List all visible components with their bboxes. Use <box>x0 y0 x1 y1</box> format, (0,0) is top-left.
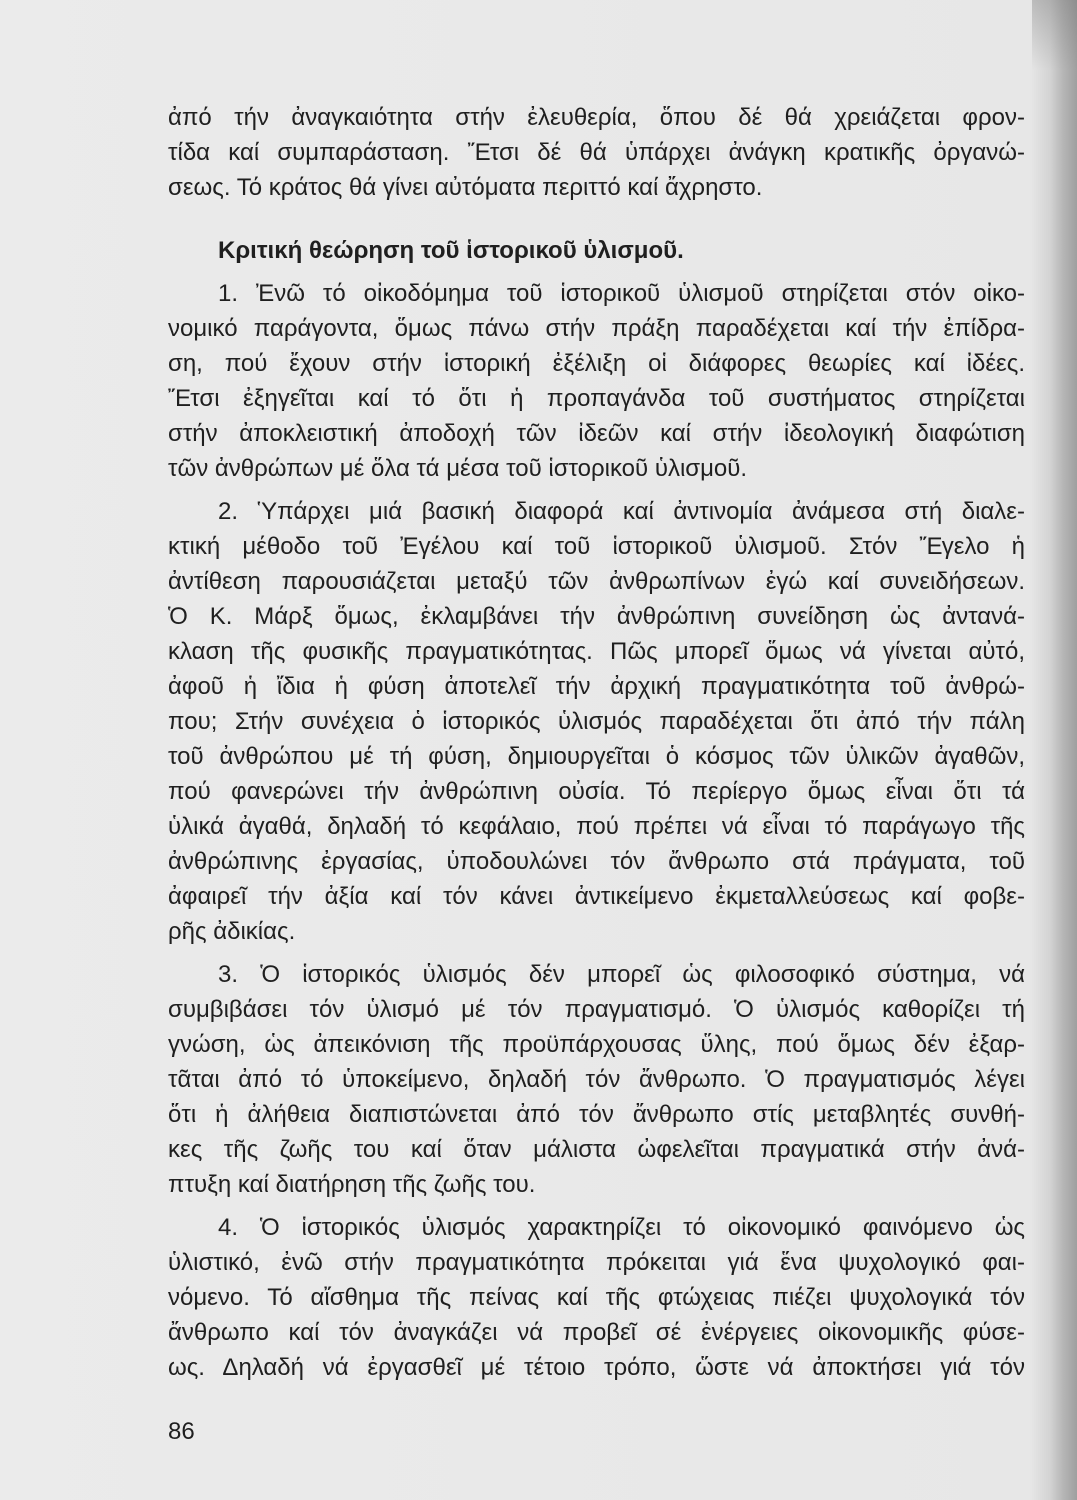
continued-paragraph <box>168 100 1025 205</box>
text-line: ἀπό τήν ἀναγκαιότητα στήν ἐλευθερία, ὅπου δέ θά χρειάζεται φρον- <box>168 104 1025 131</box>
text-line: 3. Ὁ ἱστορικός ὑλισμός δέν μπορεῖ ὡς φιλοσοφικό σύστημα, νά <box>218 961 1025 988</box>
text-line: τῶν ἀνθρώπων μέ ὅλα τά μέσα τοῦ ἱστορικοῦ ὑλισμοῦ. <box>168 455 748 482</box>
text-line: γνώση, ὡς ἀπεικόνιση τῆς προϋπάρχουσας ὕλης, πού ὅμως δέν ἐξαρ- <box>168 1031 1025 1058</box>
text-line: κες τῆς ζωῆς του καί ὅταν μάλιστα ὠφελεῖται πραγματικά στήν ἀνά- <box>168 1136 1025 1163</box>
text-line: 1. Ἐνῶ τό οἰκοδόμημα τοῦ ἱστορικοῦ ὑλισμοῦ στηρίζεται στόν οἰκο- <box>218 280 1025 307</box>
text-line: ἀντίθεση παρουσιάζεται μεταξύ τῶν ἀνθρωπίνων ἐγώ καί συνειδήσεων. <box>168 568 1025 595</box>
text-line: ως. Δηλαδή νά ἐργασθεῖ μέ τέτοιο τρόπο, ὥστε νά ἀποκτήσει γιά τόν <box>168 1354 1025 1381</box>
text-line: ρῆς ἀδικίας. <box>168 918 296 945</box>
text-line: συμβιβάσει τόν ὑλισμό μέ τόν πραγματισμό. Ὁ ὑλισμός καθορίζει τή <box>168 996 1025 1023</box>
text-line: ὑλικά ἀγαθά, δηλαδή τό κεφάλαιο, πού πρέπει νά εἶναι τό παράγωγο τῆς <box>168 813 1025 840</box>
text-line: πού φανερώνει τήν ἀνθρώπινη οὐσία. Τό περίεργο ὅμως εἶναι ὅτι τά <box>168 778 1025 805</box>
page-body <box>168 100 1025 1385</box>
text-line: κλαση τῆς φυσικῆς πραγματικότητας. Πῶς μπορεῖ ὅμως νά γίνεται αὐτό, <box>168 638 1025 665</box>
page-edge-shadow <box>1032 0 1077 70</box>
text-line: νομικό παράγοντα, ὅμως πάνω στήν πράξη παραδέχεται καί τήν ἐπίδρα- <box>168 315 1025 342</box>
paragraph-4 <box>168 1210 1025 1385</box>
text-line: ἀφαιρεῖ τήν ἀξία καί τόν κάνει ἀντικείμενο ἐκμεταλλεύσεως καί φοβε- <box>168 883 1025 910</box>
text-line: Ἔτσι ἐξηγεῖται καί τό ὅτι ἡ προπαγάνδα τοῦ συστήματος στηρίζεται <box>168 385 1025 412</box>
text-line: που; Στήν συνέχεια ὁ ἱστορικός ὑλισμός παραδέχεται ὅτι ἀπό τήν πάλη <box>168 708 1025 735</box>
text-line: ὑλιστικό, ἐνῶ στήν πραγματικότητα πρόκειται γιά ἕνα ψυχολογικό φαι- <box>168 1249 1025 1276</box>
text-line: ἀφοῦ ἡ ἴδια ἡ φύση ἀποτελεῖ τήν ἀρχική πραγματικότητα τοῦ ἀνθρώ- <box>168 673 1025 700</box>
text-line: σεως. Τό κράτος θά γίνει αὐτόματα περιττό καί ἄχρηστο. <box>168 174 763 201</box>
text-line: ση, πού ἔχουν στήν ἱστορική ἐξέλιξη οἱ διάφορες θεωρίες καί ἰδέες. <box>168 350 1025 377</box>
text-line: τίδα καί συμπαράσταση. Ἔτσι δέ θά ὑπάρχει ἀνάγκη κρατικῆς ὀργανώ- <box>168 139 1025 166</box>
text-line: τᾶται ἀπό τό ὑποκείμενο, δηλαδή τόν ἄνθρωπο. Ὁ πραγματισμός λέγει <box>168 1066 1025 1093</box>
text-line: ἀνθρώπινης ἐργασίας, ὑποδουλώνει τόν ἄνθρωπο στά πράγματα, τοῦ <box>168 848 1025 875</box>
page-number: 86 <box>168 1418 195 1445</box>
paragraph-2 <box>168 494 1025 949</box>
text-line: ἄνθρωπο καί τόν ἀναγκάζει νά προβεῖ σέ ἐνέργειες οἰκονομικῆς φύσε- <box>168 1319 1025 1346</box>
text-line: 4. Ὁ ἱστορικός ὑλισμός χαρακτηρίζει τό οἰκονομικό φαινόμενο ὡς <box>218 1214 1025 1241</box>
text-line: τοῦ ἀνθρώπου μέ τή φύση, δημιουργεῖται ὁ κόσμος τῶν ὑλικῶν ἀγαθῶν, <box>168 743 1025 770</box>
paragraph-3 <box>168 957 1025 1202</box>
text-line: Ὁ Κ. Μάρξ ὅμως, ἐκλαμβάνει τήν ἀνθρώπινη συνείδηση ὡς ἀντανά- <box>168 603 1025 630</box>
text-line: 2. Ὑπάρχει μιά βασική διαφορά καί ἀντινομία ἀνάμεσα στή διαλε- <box>218 498 1025 525</box>
text-line: νόμενο. Τό αἴσθημα τῆς πείνας καί τῆς φτώχειας πιέζει ψυχολογικά τόν <box>168 1284 1025 1311</box>
text-line: πτυξη καί διατήρηση τῆς ζωῆς του. <box>168 1171 536 1198</box>
paragraph-1 <box>168 276 1025 486</box>
text-line: ὅτι ἡ ἀλήθεια διαπιστώνεται ἀπό τόν ἄνθρωπο στίς μεταβλητές συνθή- <box>168 1101 1025 1128</box>
text-line: κτική μέθοδο τοῦ Ἐγέλου καί τοῦ ἱστορικοῦ ὑλισμοῦ. Στόν Ἔγελο ἡ <box>168 533 1025 560</box>
section-heading: Κριτική θεώρηση τοῦ ἱστορικοῦ ὑλισμοῦ. <box>218 237 684 264</box>
text-line: στήν ἀποκλειστική ἀποδοχή τῶν ἰδεῶν καί στήν ἰδεολογική διαφώτιση <box>168 420 1025 447</box>
